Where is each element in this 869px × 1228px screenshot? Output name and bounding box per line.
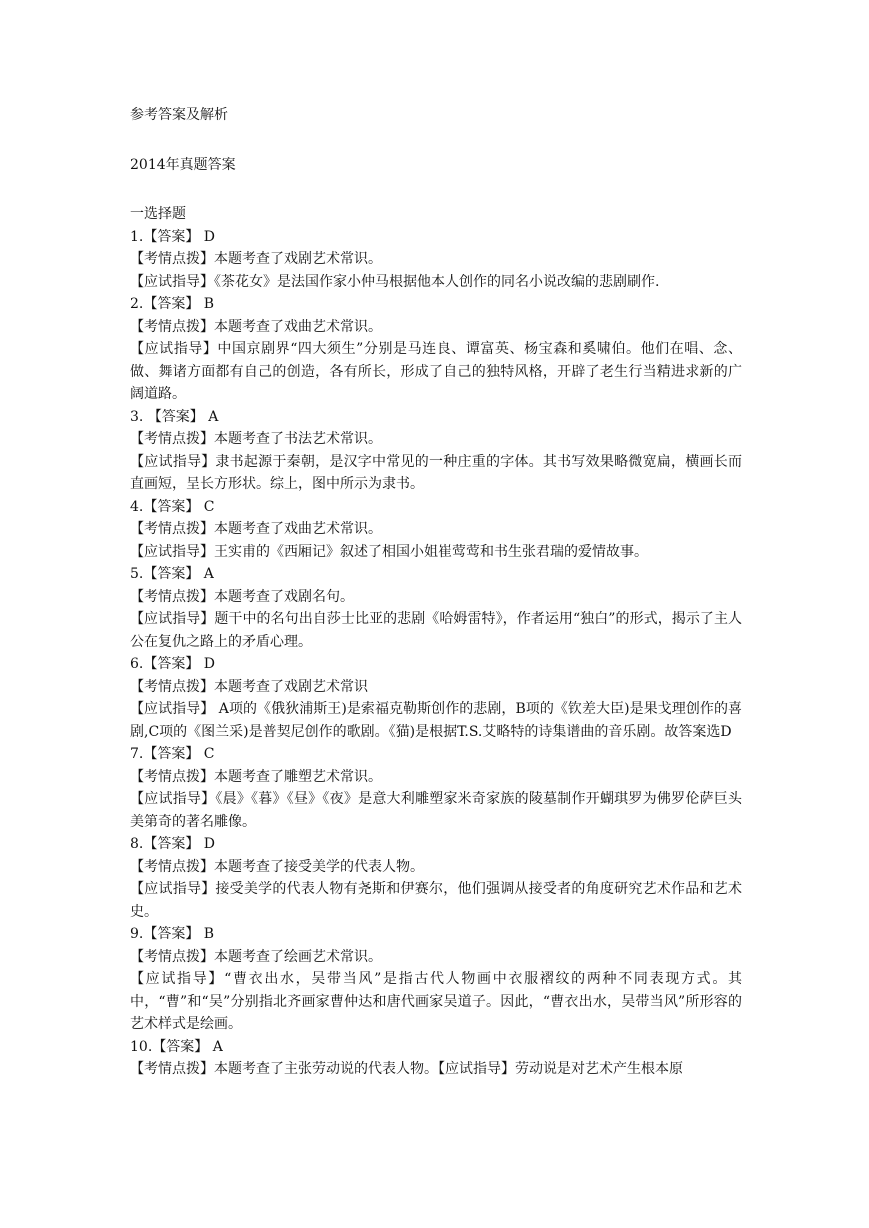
answer-key: 9.【答案】 B: [130, 926, 215, 942]
answer-key: 5.【答案】 A: [130, 566, 214, 582]
exam-guidance: 【应试指导】 A项的《俄狄浦斯王)是索福克勒斯创作的悲剧，B项的《钦差大臣)是果戈理创作的喜剧,C项的《图兰采)是普契尼创作的歌剧。《猫)是根据T.S.艾略特的诗集谱曲的音乐剧。故答案选D: [130, 701, 742, 740]
exam-guidance: 【应试指导】中国京剧界“四大须生”分别是马连良、谭富英、杨宝森和奚啸伯。他们在唱、念、做、舞诸方面都有自己的创造，各有所长，形成了自己的独特风格，开辟了老生行当精进求新的广阔道路。: [130, 341, 742, 402]
answer-key: 8.【答案】 D: [130, 836, 216, 852]
exam-guidance: 【应试指导】《晨》《暮》《昼》《夜》是意大利雕塑家米奇家族的陵墓制作开蝴琪罗为佛罗伦萨巨头美第奇的著名雕像。: [130, 791, 742, 830]
answer-list: [130, 226, 742, 1081]
exam-point: 【考情点拨】本题考查了戏剧名句。: [130, 588, 354, 605]
exam-point: 【考情点拨】本题考查了书法艺术常识。: [130, 431, 382, 447]
exam-point: 【考情点拨】本题考查了戏曲艺术常识。: [130, 521, 382, 537]
answer-key: 2.【答案】 B: [130, 296, 215, 312]
answer-key: 6.【答案】 D: [130, 656, 216, 672]
answer-key: 3. 【答案】 A: [130, 408, 219, 425]
answer-item: [130, 923, 742, 1036]
exam-point: 【考情点拨】本题考查了主张劳动说的代表人物。【应试指导】劳动说是对艺术产生根本原: [130, 1061, 683, 1077]
answer-item: [130, 293, 742, 406]
answer-item: [130, 406, 742, 496]
answer-key: 1.【答案】 D: [130, 228, 216, 245]
exam-point: 【考情点拨】本题考查了戏剧艺术常识: [130, 678, 368, 695]
exam-point: 【考情点拨】本题考查了绘画艺术常识。: [130, 948, 382, 965]
exam-point: 【考情点拨】本题考查了戏曲艺术常识。: [130, 318, 382, 335]
document-heading: 参考答案及解析: [130, 107, 228, 123]
answer-item: [130, 833, 742, 923]
answer-item: [130, 563, 742, 653]
exam-point: 【考情点拨】本题考查了雕塑艺术常识。: [130, 768, 382, 785]
answer-item: [130, 743, 742, 833]
section-title: 一选择题: [130, 206, 186, 222]
exam-guidance: 【应试指导】王实甫的《西厢记》叙述了相国小姐崔莺莺和书生张君瑞的爱情故事。: [130, 543, 648, 560]
answer-item: [130, 496, 742, 564]
answer-key: 7.【答案】 C: [130, 746, 215, 762]
exam-guidance: 【应试指导】“曹衣出水，吴带当风”是指古代人物画中衣服褶纹的两种不同表现方式。其中，“曹”和“吴”分别指北齐画家曹仲达和唐代画家吴道子。因此，“曹衣出水，吴带当风”所形容的艺术样式是绘画。: [130, 971, 742, 1032]
answer-key: 10.【答案】 A: [130, 1038, 223, 1055]
exam-point: 【考情点拨】本题考查了接受美学的代表人物。: [130, 858, 424, 875]
answer-item: [130, 653, 742, 743]
exam-guidance: 【应试指导】题干中的名句出自莎士比亚的悲剧《哈姆雷特》，作者运用“独白”的形式，揭示了主人公在复仇之路上的矛盾心理。: [130, 611, 742, 650]
answer-item: [130, 1036, 742, 1081]
exam-guidance: 【应试指导】接受美学的代表人物有尧斯和伊赛尔，他们强调从接受者的角度研究艺术作品和艺术史。: [130, 881, 742, 920]
document-page: [130, 104, 742, 1081]
exam-guidance: 【应试指导】《茶花女》是法国作家小仲马根据他本人创作的同名小说改编的悲剧刷作.: [130, 273, 660, 290]
answer-item: [130, 226, 742, 294]
exam-guidance: 【应试指导】隶书起源于秦朝，是汉字中常见的一种庄重的字体。其书写效果略微宽扁，横画长而直画短，呈长方形状。综上，图中所示为隶书。: [130, 453, 742, 492]
exam-point: 【考情点拨】本题考查了戏剧艺术常识。: [130, 251, 382, 267]
answer-key: 4.【答案】 C: [130, 498, 215, 515]
document-subheading: 2014年真题答案: [130, 156, 236, 173]
